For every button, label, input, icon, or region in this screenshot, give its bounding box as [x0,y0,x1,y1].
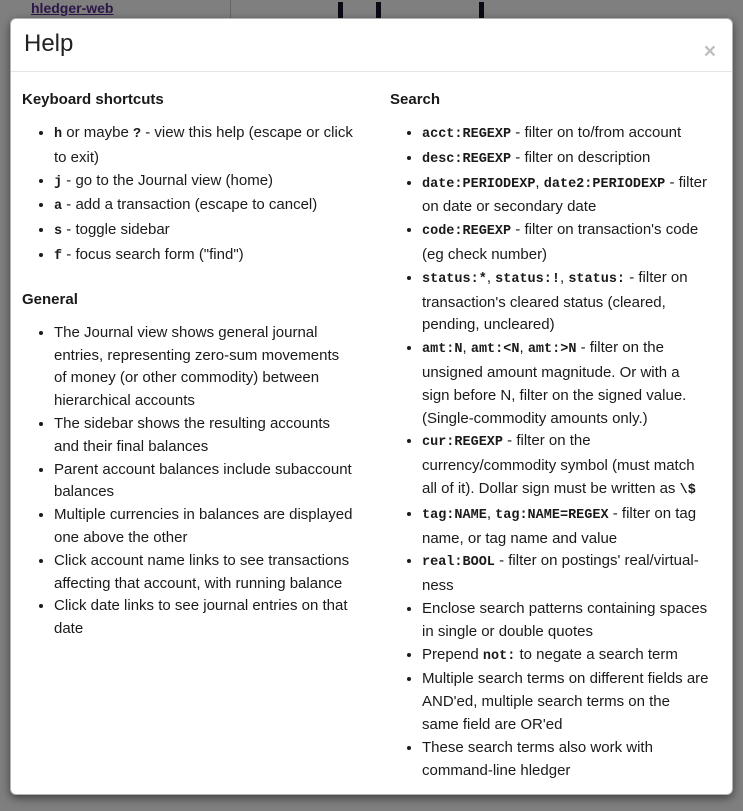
code-token: status: [568,271,626,287]
help-list-item: • h or maybe ? - view this help (escape or click to exit) [54,122,354,170]
code-token: date:PERIODEXP [422,176,536,192]
code-token: ? [132,127,142,142]
code-token: amt:<N [470,342,520,358]
section-heading: General [22,290,78,308]
help-modal [10,18,733,795]
help-list-item: • acct:REGEXP - filter on to/from account [422,122,710,147]
help-list-item: • cur:REGEXP - filter on the currency/commodity symbol (must match all of it). Dollar sign must be written as \$ [422,430,710,502]
help-list-item: • Multiple currencies in balances are displayed one above the other [54,504,354,550]
help-list-item: • code:REGEXP - filter on transaction's code (eg check number) [422,219,710,267]
section-heading: Keyboard shortcuts [22,91,164,108]
code-token: date2:PERIODEXP [543,176,666,192]
code-token: tag:NAME=REGEX [495,507,609,523]
help-list-item: • The Journal view shows general journal entries, representing zero-sum movements of money (or other commodity) between hierarchical accounts [54,322,354,413]
code-token: \$ [679,482,696,498]
code-token: acct:REGEXP [422,127,512,142]
help-column-right [390,91,732,782]
code-token: code:REGEXP [422,224,512,240]
code-token: cur:REGEXP [422,435,504,451]
help-list-item: • These search terms also work with command-line hledger [422,737,710,783]
help-list-item: • a - add a transaction (escape to cancel) [54,194,354,219]
code-token: status:! [495,271,560,287]
help-list-item: • j - go to the Journal view (home) [54,170,354,195]
code-token: f [54,248,63,264]
help-list-item: • s - toggle sidebar [54,219,354,244]
code-token: status:* [422,271,487,287]
help-list-item: • tag:NAME, tag:NAME=REGEX - filter on tag name, or tag name and value [422,503,710,551]
help-list-item: • date:PERIODEXP, date2:PERIODEXP - filter on date or secondary date [422,172,710,220]
help-list-item: • The sidebar shows the resulting accounts and their final balances [54,413,354,459]
code-token: h [54,127,63,142]
code-token: j [54,174,63,190]
code-token: real:BOOL [422,555,495,571]
close-icon[interactable]: × [703,40,716,63]
help-list-item: • real:BOOL - filter on postings' real/virtual-ness [422,550,710,598]
help-list-item: • Click date links to see journal entries on that date [54,595,354,641]
section-heading: Search [390,91,441,108]
help-list-item: • Click account name links to see transactions affecting that account, with running balance [54,550,354,596]
help-column-left [22,91,390,782]
help-list-item: • Parent account balances include subaccount balances [54,459,354,505]
modal-body [11,72,732,795]
code-token: amt:>N [527,342,577,358]
help-list [390,122,710,782]
help-list [22,322,354,641]
modal-title: Help [24,30,74,57]
help-list-item: • Enclose search patterns containing spaces in single or double quotes [422,598,710,644]
help-list-item: • f - focus search form ("find") [54,244,354,269]
code-token: a [54,199,63,215]
help-list-item: • Prepend not: to negate a search term [422,644,710,669]
code-token: not: [482,648,516,664]
help-list [22,122,354,269]
help-list-item: • Multiple search terms on different fields are AND'ed, multiple search terms on the same field are OR'ed [422,668,710,736]
code-token: desc:REGEXP [422,151,512,167]
help-list-item: • desc:REGEXP - filter on description [422,147,710,172]
modal-header [11,19,732,72]
code-token: amt:N [422,342,463,358]
help-list-item: • status:*, status:!, status: - filter on transaction's cleared status (cleared, pending, uncleared) [422,267,710,337]
code-token: s [54,224,63,240]
help-list-item: • amt:N, amt:<N, amt:>N - filter on the unsigned amount magnitude. Or with a sign before N, filter on the signed value. (Single-commodity amounts only.) [422,337,710,430]
code-token: tag:NAME [422,507,487,523]
